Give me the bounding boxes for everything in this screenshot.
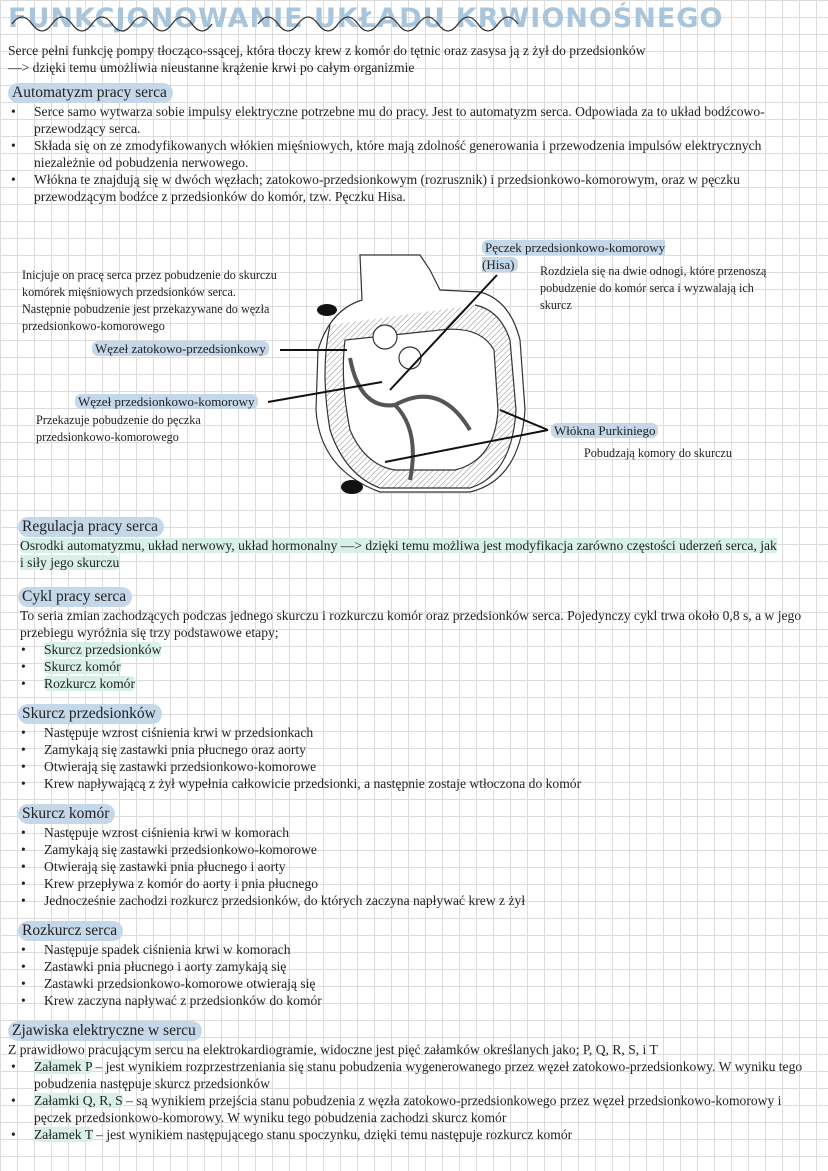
- lower-sections: [8, 505, 822, 1143]
- intro-line: —> dzięki temu umożliwia nieustanne krążenie krwi po całym organizmie: [8, 60, 415, 75]
- section-heading: Skurcz przedsionków: [18, 704, 162, 724]
- list-item: • Następuje wzrost ciśnienia krwi w komorach: [18, 824, 822, 841]
- section-regulacja: [8, 517, 822, 571]
- list-item: Skurcz komór: [44, 659, 121, 674]
- section-text: Osrodki automatyzmu, układ nerwowy, układ hormonalny —> dzięki temu możliwa jest modyfikacja zarówno częstości uderzeń serca, jak i siły jego skurczu: [20, 538, 777, 570]
- section-cykl: [8, 587, 822, 692]
- list-item: • Włókna te znajdują się w dwóch węzłach; zatokowo-przedsionkowym (rozrusznik) i przedsionkowo-komorowym, oraz w pęczku przewodzącym bodźce z przedsionków do komór, tzw. Pęczku Hisa.: [8, 171, 812, 205]
- list-item: • Następuje spadek ciśnienia krwi w komorach: [18, 941, 822, 958]
- term: Załamek T: [34, 1127, 93, 1142]
- list-item: [8, 1126, 812, 1143]
- his-bundle-label: Pęczek przedsionkowo-komorowy (Hisa): [482, 240, 666, 272]
- term: Załamki Q, R, S: [34, 1093, 123, 1108]
- list-item: • Jednocześnie zachodzi rozkurcz przedsionków, do których zaczyna napływać krew z żył: [18, 892, 822, 909]
- section-skurcz-przedsionkow: [8, 704, 822, 792]
- intro: [8, 42, 820, 76]
- term: Załamek P: [34, 1059, 93, 1074]
- section-zjawiska: [8, 1021, 822, 1143]
- list-item: • Składa się on ze zmodyfikowanych włókien mięśniowych, które mają zdolność generowania i przewodzenia impulsów elektrycznych niezależnie od pobudzenia nerwowego.: [8, 137, 812, 171]
- list-item: • Krew napływającą z żył wypełnia całkowicie przedsionki, a następnie zostaje wtłoczona do komór: [18, 775, 822, 792]
- av-node-description: Przekazuje pobudzenie do pęczka przedsionkowo-komorowego: [36, 413, 201, 444]
- purkinje-label: Włókna Purkiniego: [551, 422, 658, 439]
- section-rozkurcz: [8, 921, 822, 1009]
- section-automatyzm: [8, 83, 820, 205]
- list-item: • Zastawki przedsionkowo-komorowe otwierają się: [18, 975, 822, 992]
- title-handwriting-decoration: [8, 4, 538, 38]
- section-heading: Rozkurcz serca: [18, 921, 123, 941]
- section-heading: Automatyzm pracy serca: [8, 83, 173, 103]
- section-text: To seria zmian zachodzących podczas jednego skurczu i rozkurczu komór oraz przedsionków serca. Pojedynczy cykl trwa około 0,8 s, a w jego przebiegu wyróżnia się trzy podstawowe etapy;: [20, 608, 802, 640]
- av-node-label: Węzeł przedsionkowo-komorowy: [75, 393, 258, 410]
- section-heading: Cykl pracy serca: [18, 587, 132, 607]
- list-item: • Serce samo wytwarza sobie impulsy elektryczne potrzebne mu do pracy. Jest to automatyzm serca. Odpowiada za to układ bodźcowo-przewodzący serca.: [8, 103, 812, 137]
- list-item: [8, 1058, 812, 1092]
- section-heading: Skurcz komór: [18, 804, 115, 824]
- list-item: • Krew zaczyna napływać z przedsionków do komór: [18, 992, 822, 1009]
- definition: – są wynikiem przejścia stanu pobudzenia z węzła zatokowo-przedsionkowego przez węzeł przedsionkowo-komorowy i pęczek przedsionkowo-komorowy. W wyniku tego pobudzenia zachodzi skurcz komór: [34, 1093, 782, 1125]
- section-heading: Regulacja pracy serca: [18, 517, 164, 537]
- list-item: • Następuje wzrost ciśnienia krwi w przedsionkach: [18, 724, 822, 741]
- intro-line: Serce pełni funkcję pompy tłocząco-ssącej, która tłoczy krew z komór do tętnic oraz zasysa ją z żył do przedsionków: [8, 43, 646, 58]
- page-title: FUNKCJONOWANIE UKŁADU KRWIONOŚNEGO: [8, 3, 724, 34]
- list-item: • Otwierają się zastawki pnia płucnego i aorty: [18, 858, 822, 875]
- list-item: • Otwierają się zastawki przedsionkowo-komorowe: [18, 758, 822, 775]
- list-item: • Zamykają się zastawki przedsionkowo-komorowe: [18, 841, 822, 858]
- list-item: Rozkurcz komór: [44, 676, 135, 691]
- list-item: Skurcz przedsionków: [44, 642, 162, 657]
- sa-node-description: Inicjuje on pracę serca przez pobudzenie do skurczu komórek mięśniowych przedsionków serca. Następnie pobudzenie jest przekazywane do węzła przedsionkowo-komorowego: [22, 268, 277, 333]
- section-heading: Zjawiska elektryczne w sercu: [8, 1021, 202, 1041]
- his-bundle-description: Rozdziela się na dwie odnogi, które przenoszą pobudzenie do komór serca i wyzwalają ich skurcz: [540, 264, 767, 312]
- list-item: [8, 1092, 812, 1126]
- section-text: Z prawidłowo pracującym sercu na elektrokardiogramie, widoczne jest pięć załamków określanych jako; P, Q, R, S, i T: [8, 1042, 658, 1057]
- purkinje-description: Pobudzają komory do skurczu: [584, 446, 732, 460]
- section-skurcz-komor: [8, 804, 822, 909]
- list-item: • Zastawki pnia płucnego i aorty zamykają się: [18, 958, 822, 975]
- list-item: • Zamykają się zastawki pnia płucnego oraz aorty: [18, 741, 822, 758]
- sa-node-label: Węzeł zatokowo-przedsionkowy: [92, 340, 269, 357]
- definition: – jest wynikiem następującego stanu spoczynku, dzięki temu następuje rozkurcz komór: [92, 1127, 573, 1142]
- definition: – jest wynikiem rozprzestrzeniania się stanu pobudzenia wygenerowanego przez węzeł zatokowo-przedsionkowy. W wyniku tego pobudzenia następuje skurcz przedsionków: [34, 1059, 803, 1091]
- list-item: • Krew przepływa z komór do aorty i pnia płucnego: [18, 875, 822, 892]
